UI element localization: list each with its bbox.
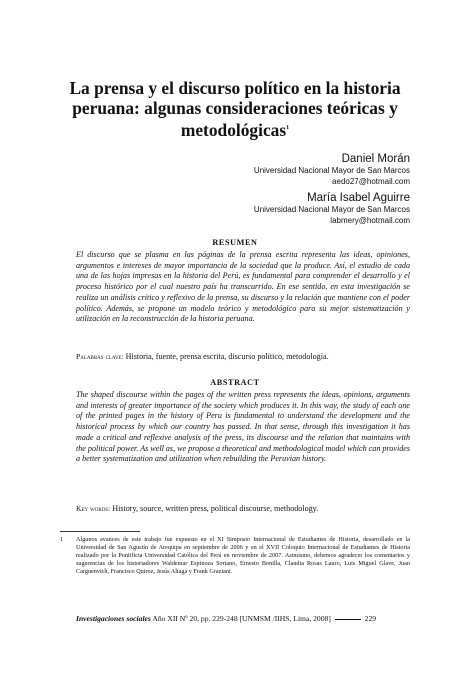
author-email[interactable]: labmery@hotmail.com bbox=[330, 215, 410, 225]
resumen-keywords bbox=[76, 352, 410, 363]
issue-details: Año XII Nº 20, pp. 229-248 [UNMSM /IIHS, Lima, 2008] bbox=[152, 614, 331, 623]
author-affiliation: Universidad Nacional Mayor de San Marcos bbox=[253, 166, 410, 175]
author-name: María Isabel Aguirre bbox=[307, 192, 410, 204]
keywords-text: Historia, fuente, prensa escrita, discurso político, metodología. bbox=[125, 352, 329, 361]
keywords-label: Key words: bbox=[76, 504, 111, 513]
abstract-keywords bbox=[76, 504, 410, 515]
article-title-text: La prensa y el discurso político en la historia peruana: algunas consideraciones teóricas y metodológicas bbox=[69, 78, 401, 140]
footnote-number: 1 bbox=[60, 536, 64, 543]
resumen-text: El discurso que se plasma en las páginas de la prensa escrita representa las ideas, opiniones, argumentos e intereses de mayor importancia de la sociedad que la produce. Así, el estudio de cada una de las hojas impresas en la historia del Perú, es fundamental para comprender el desarrollo y el proceso histórico por el cual nuestro país ha transcurrido. En ese sentido, en esta investigación se realiza un análisis crítico y reflexivo de la prensa, su discurso y la relación que mantiene con el poder político. Además, se propone un modelo teórico y metodológico para su mejor sistematización y utilización en la reconstrucción de la historia peruana. bbox=[76, 250, 410, 324]
footnote-divider bbox=[60, 531, 140, 532]
title-footnote-mark[interactable]: 1 bbox=[286, 125, 290, 131]
footnote-text: Algunos avances de este trabajo fue expuesto en el XI Simposio Internacional de Estudiantes de Historia, desarrollado en la Universidad de San Agustín de Arequipa en septiembre de 2006 y en el XVII Coloquio Internacional de Estudiantes de Historia realizado por la Pontificia Universidad Católica del Perú en noviembre de 2007. Asimismo, debemos agradecer los comentarios y sugerencias de los historiadores Waldemar Espinoza Soriano, Ernesto Bonilla, Claudia Rosas Lauro, Luis Miguel Glave, Juan Carguenvich, Francisco Quiroz, Jesús Aliaga y Frank Graziani. bbox=[76, 536, 410, 576]
keywords-label: Palabras clave: bbox=[76, 352, 124, 361]
author-email[interactable]: aedo27@hotmail.com bbox=[332, 176, 410, 186]
article-title bbox=[60, 78, 410, 140]
author-name: Daniel Morán bbox=[341, 153, 410, 165]
author-affiliation: Universidad Nacional Mayor de San Marcos bbox=[253, 205, 410, 214]
abstract-text: The shaped discourse within the pages of the written press represents the ideas, opinions, arguments and interests of greater importance of the society which produces it. In this way, the study of each one of the printed pages in the history of Peru is fundamental to understand the development and the historical process by which our country has passed. In that sense, through this investigation it has made a critical and reflexive analysis of the press, its discourse and the relation that maintains with the political power. As well as, we propose a theoretical and methodological model which can provides a better systematization and utilization when rebuilding the Peruvian history. bbox=[76, 390, 410, 464]
footer-rule bbox=[335, 619, 361, 620]
keywords-text: History, source, written press, political discourse, methodology. bbox=[112, 504, 319, 513]
abstract-heading: ABSTRACT bbox=[210, 378, 260, 387]
journal-name: Investigaciones sociales bbox=[76, 614, 151, 623]
footnote bbox=[60, 536, 410, 576]
author-block bbox=[150, 152, 410, 226]
resumen-heading: RESUMEN bbox=[212, 238, 258, 247]
page-number: 229 bbox=[364, 614, 377, 623]
page-footer bbox=[76, 614, 410, 623]
